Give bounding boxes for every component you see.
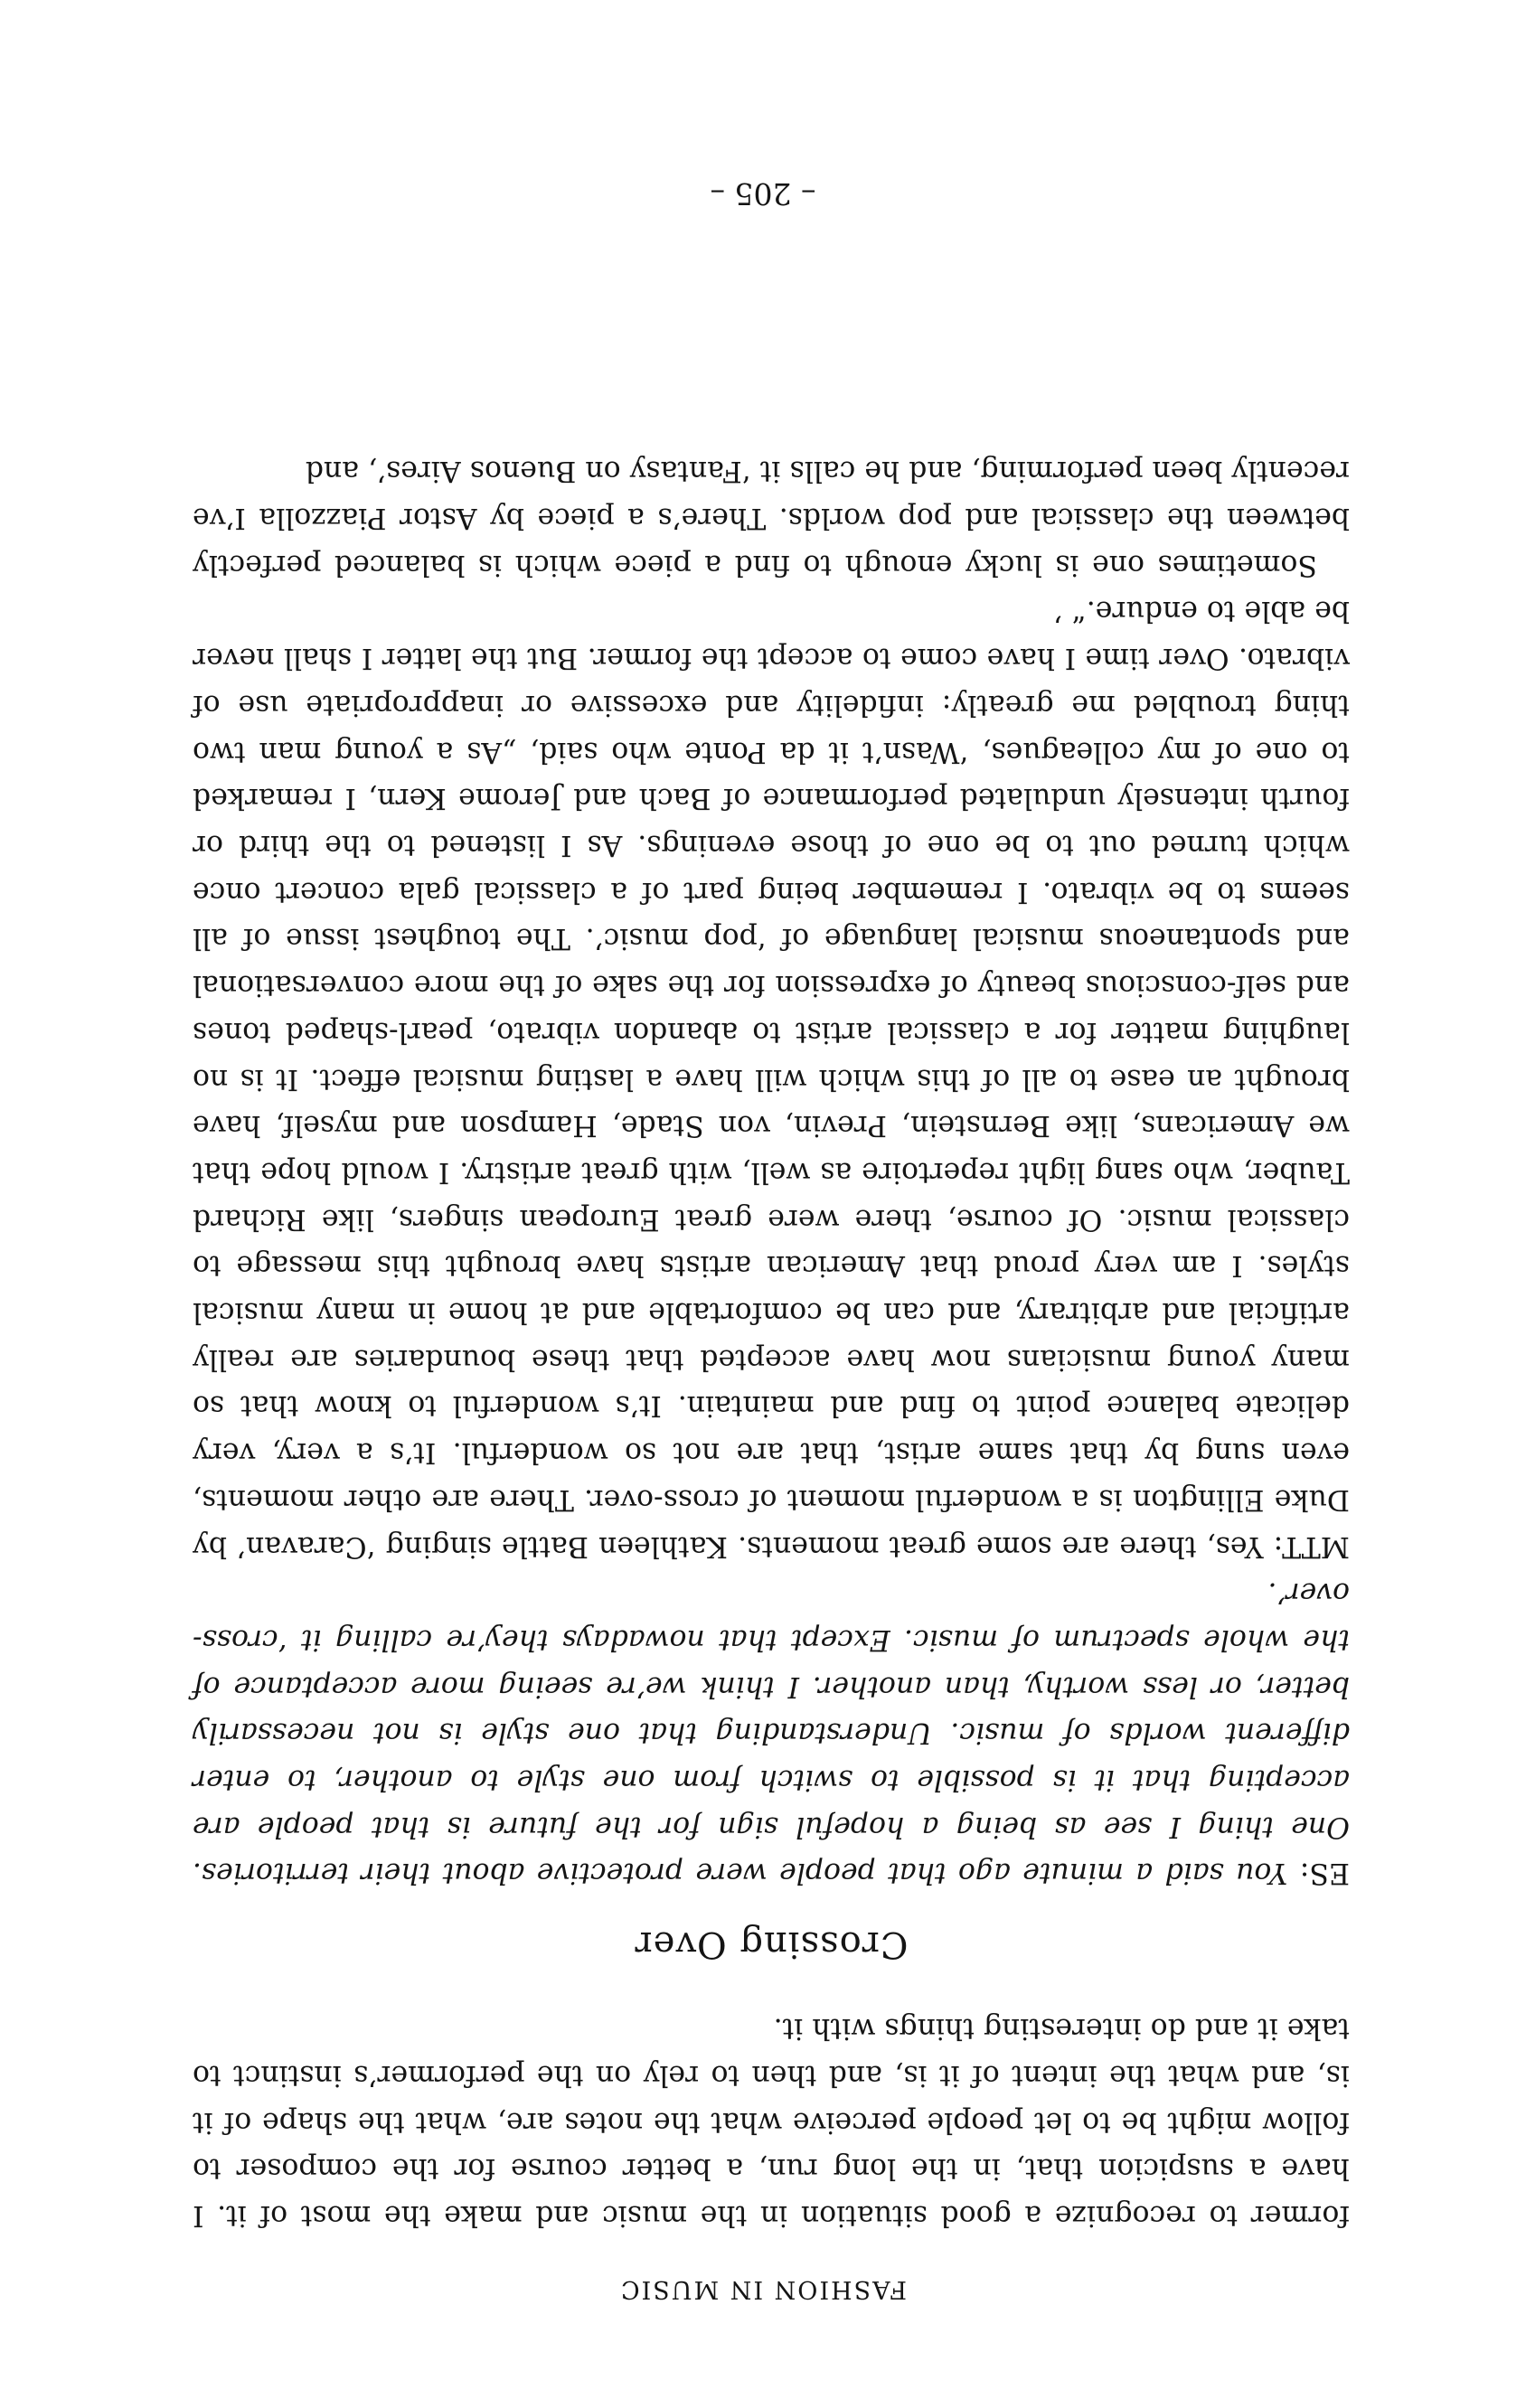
question-speaker: ES: [1299,1857,1350,1890]
continuation-paragraph: former to recognize a good situation in the music and make the most of it. I have a suspicion that, in the long run, a better course for the composer to follow might be to let people perceive what the notes are, what the shape of it is, and what the intent of it is, and then to rely on the performer’s instinct to take it and do interesting things with it. [193,2012,1350,2232]
section-title: Crossing Over [634,1924,909,1966]
closing-paragraph: Sometimes one is lucky enough to find a piece which is balanced perfectly between the classical and pop worlds. There’s a piece by Astor Piazzolla I’ve recently been performing, and he calls it ‘Fantasy on Buenos Aires’, and [193,455,1350,581]
running-head: FASHION IN MUSIC [618,2275,908,2303]
answer-speaker: MTT: [1273,1529,1350,1563]
body-text [193,447,1350,2238]
question-paragraph [193,1569,1350,1896]
page-number: – 205 – [710,176,816,212]
answer-paragraph [193,588,1350,1569]
question-text: You said a minute ago that people were protective about their territories. One thing I see as being a hopeful sign for the future is that people are accepting that it is possible to switch from one style to another, to enter different worlds of music. Understanding that one style is not necessarily better, or less worthy, than another. I think we’re seeing more acceptance of the whole spectrum of music. Except that nowadays they’re calling it ‘cross-over’. [192,1576,1350,1890]
answer-text: Yes, there are some great moments. Kathleen Battle singing ‘Caravan’ by Duke Ellington is a wonderful moment of cross-over. There are other moments, even sung by that same artist, that are not so wonderful. It’s a very, very delicate balance point to find and maintain. It’s wonderful to know that so many young musicians now have accepted that these boundaries are really artificial and arbitrary, and can be comfortable and at home in many musical styles. I am very proud that American artists have brought this message to classical music. Of course, there were great European singers, like Richard Tauber, who sang light repertoire as well, with great artistry. I would hope that we Americans, like Bernstein, Previn, von Stade, Hampson and myself, have brought an ease to all of this which will have a lasting musical effect. It is no laughing matter for a classical artist to abandon vibrato, pearl-shaped tones and self-conscious beauty of expression for the sake of the more conversational and spontaneous musical language of ‘pop music’. The toughest issue of all seems to be vibrato. I remember being part of a classical gala concert once which turned out to be one of those evenings. As I listened to the third or fourth intensely undulated performance of Bach and Jerome Kern, I remarked to one of my colleagues, ‘Wasn’t it da Ponte who said, „As a young man two thing troubled me greatly: infidelity and excessive or inappropriate use of vibrato. Over time I have come to accept the former. But the latter I shall never be able to endure.“ ’ [193,595,1350,1563]
